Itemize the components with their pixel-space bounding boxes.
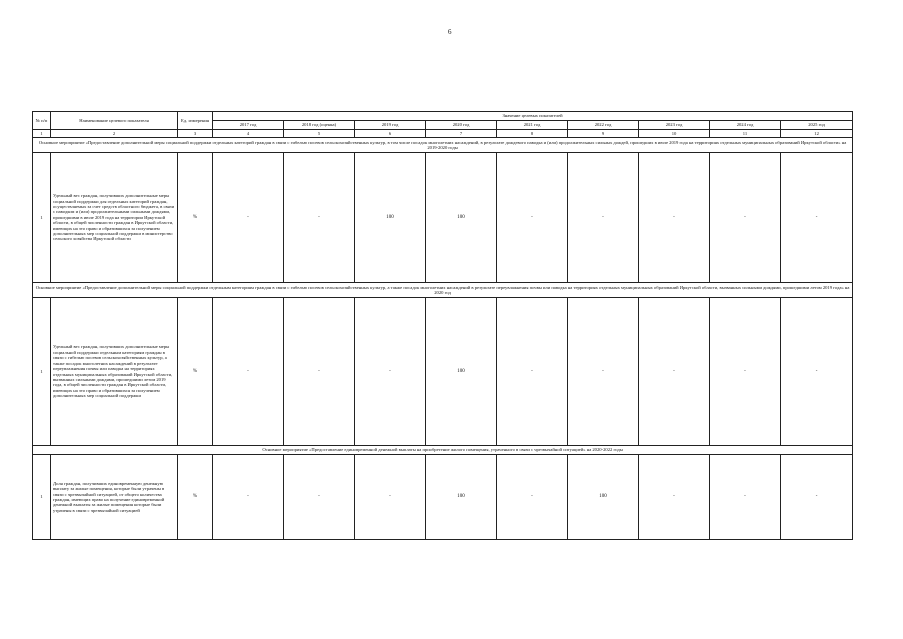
header-year: 2017 год (213, 121, 284, 130)
section-title: Основное мероприятие «Предоставление дополнительной меры социальной поддержки отдельным категориям граждан в связи с гибелью посевов сельскохозяйственных культур, а также посадок многолетних насаждений в результате переувлажнения почвы или паводка на территориях отдельных муниципальных образований Иркутской области, вызванных сильными дождями, прошедшими летом 2019 года» на 2020 год (33, 283, 853, 298)
table-row (33, 455, 853, 540)
value-cell: 100 (426, 298, 497, 446)
value-cell: - (497, 455, 568, 540)
header-name: Наименование целевого показателя (51, 112, 178, 130)
indicator-name: Удельный вес граждан, получивших дополнительные меры социальной поддержки для отдельных категорий граждан, осуществляемых за счет средств областного бюджета, в связи с паводком и (или) продолжительными сильными дождями, прошедшими в июле 2019 года на территории Иркутской области, в общей численности граждан в Иркутской области, имеющих на это право и обратившихся за получением дополнительных мер социальной поддержки в министерство сельского хозяйства Иркутской области (51, 153, 178, 283)
header-year: 2021 год (497, 121, 568, 130)
header-unit: Ед. измерения (178, 112, 213, 130)
value-cell: - (284, 455, 355, 540)
header-year: 2023 год (639, 121, 710, 130)
table-row (33, 298, 853, 446)
column-number: 8 (497, 130, 568, 138)
value-cell: - (497, 298, 568, 446)
value-cell: - (710, 153, 781, 283)
value-cell: - (213, 298, 284, 446)
value-cell: - (710, 455, 781, 540)
section-title-row (33, 283, 853, 298)
row-num: 1 (33, 298, 51, 446)
value-cell: - (781, 455, 853, 540)
page-number: 6 (448, 28, 452, 36)
value-cell: - (568, 298, 639, 446)
value-cell: - (355, 455, 426, 540)
column-number: 1 (33, 130, 51, 138)
header-year: 2018 год (оценка) (284, 121, 355, 130)
value-cell: - (639, 298, 710, 446)
column-number: 2 (51, 130, 178, 138)
column-number-row (33, 130, 853, 138)
value-cell: - (213, 153, 284, 283)
header-year: 2022 год (568, 121, 639, 130)
column-number: 5 (284, 130, 355, 138)
column-number: 7 (426, 130, 497, 138)
row-num: 1 (33, 455, 51, 540)
unit: % (178, 153, 213, 283)
target-indicators-table (32, 111, 853, 540)
column-number: 9 (568, 130, 639, 138)
value-cell: - (781, 153, 853, 283)
value-cell: - (213, 455, 284, 540)
column-number: 3 (178, 130, 213, 138)
value-cell: 100 (426, 153, 497, 283)
table-row (33, 153, 853, 283)
value-cell: - (497, 153, 568, 283)
section-title-row (33, 138, 853, 153)
column-number: 10 (639, 130, 710, 138)
indicator-name: Доля граждан, получивших единовременную денежную выплату за жилые помещения, которые были утрачены в связи с чрезвычайной ситуацией, от общего количества граждан, имеющих право на получение единовременной денежной выплаты за жилые помещения которые были утрачены в связи с чрезвычайной ситуацией (51, 455, 178, 540)
section-title: Основное мероприятие «Предоставление дополнительной меры социальной поддержки отдельных категорий граждан в связи с гибелью посевов сельскохозяйственных культур, в том числе посадок многолетних насаждений, в результате дождевого паводка и (или) продолжительных сильных дождей, прошедших в июле 2019 года на территориях отдельных муниципальных образований Иркутской области» на 2019-2020 годы (33, 138, 853, 153)
header-num: № п/п (33, 112, 51, 130)
column-number: 11 (710, 130, 781, 138)
value-cell: - (284, 153, 355, 283)
value-cell: 100 (355, 153, 426, 283)
header-year: 2020 год (426, 121, 497, 130)
header-year: 2024 год (710, 121, 781, 130)
header-values-group: Значение целевых показателей (213, 112, 853, 121)
unit: % (178, 455, 213, 540)
value-cell: 100 (426, 455, 497, 540)
value-cell: - (284, 298, 355, 446)
column-number: 4 (213, 130, 284, 138)
section-title-row (33, 446, 853, 455)
unit: % (178, 298, 213, 446)
section-title: Основное мероприятие «Предоставление единовременной денежной выплаты на приобретение жилого помещения, утраченного в связи с чрезвычайной ситуацией» на 2020-2022 годы (33, 446, 853, 455)
value-cell: - (639, 153, 710, 283)
value-cell: 100 (568, 455, 639, 540)
header-row-1 (33, 112, 853, 121)
value-cell: - (568, 153, 639, 283)
value-cell: - (710, 298, 781, 446)
column-number: 12 (781, 130, 853, 138)
indicator-name: Удельный вес граждан, получивших дополнительные меры социальной поддержки отдельным категориям граждан в связи с гибелью посевов сельскохозяйственных культур, а также посадок многолетних насаждений в результате переувлажнения почвы или паводка на территориях отдельных муниципальных образований Иркутской области, вызванных сильными дождями, прошедшими летом 2019 года, в общей численности граждан в Иркутской области, имеющих на это право и обратившихся за получением дополнительных мер социальной поддержки (51, 298, 178, 446)
value-cell: - (781, 298, 853, 446)
header-year: 2025 год (781, 121, 853, 130)
header-year: 2019 год (355, 121, 426, 130)
column-number: 6 (355, 130, 426, 138)
row-num: 1 (33, 153, 51, 283)
value-cell: - (639, 455, 710, 540)
value-cell: - (355, 298, 426, 446)
